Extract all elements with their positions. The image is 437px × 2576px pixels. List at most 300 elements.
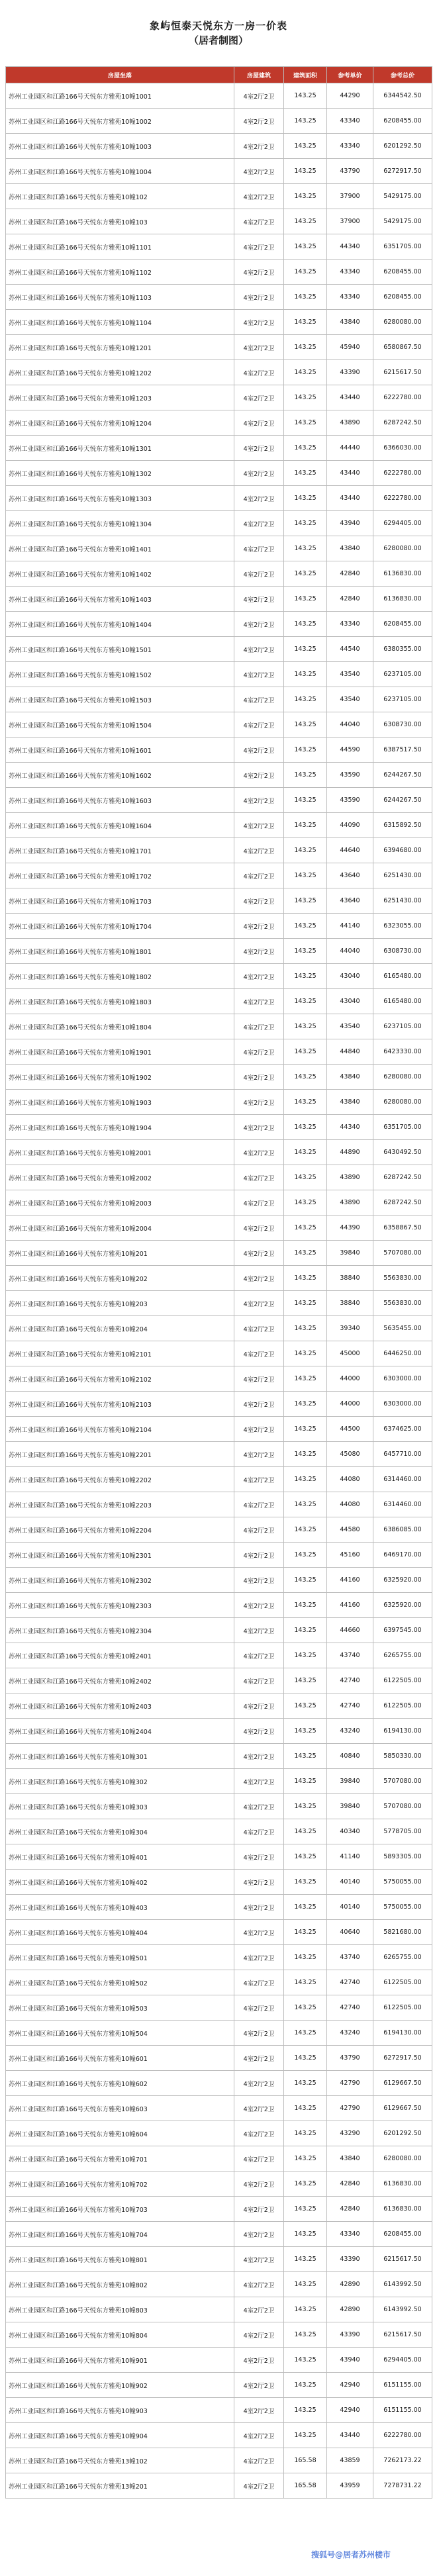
cell-area: 143.25 xyxy=(284,1643,327,1668)
table-row xyxy=(6,1517,432,1543)
cell-layout: 4室2厅2卫 xyxy=(234,1668,284,1693)
cell-layout: 4室2厅2卫 xyxy=(234,184,284,209)
cell-area: 143.25 xyxy=(284,1190,327,1216)
table-row xyxy=(6,1945,432,1970)
table-row xyxy=(6,285,432,310)
cell-unit-price: 43640 xyxy=(327,888,373,914)
cell-layout: 4室2厅2卫 xyxy=(234,1316,284,1341)
cell-total-price: 6325920.00 xyxy=(373,1568,432,1593)
cell-location: 苏州工业园区和江路166号天悦东方雅苑10幢2201 xyxy=(6,1442,234,1467)
cell-unit-price: 43340 xyxy=(327,285,373,310)
table-row xyxy=(6,1568,432,1593)
cell-layout: 4室2厅2卫 xyxy=(234,2297,284,2322)
cell-location: 苏州工业园区和江路166号天悦东方雅苑10幢2202 xyxy=(6,1467,234,1492)
cell-area: 143.25 xyxy=(284,637,327,662)
cell-location: 苏州工业园区和江路166号天悦东方雅苑10幢1802 xyxy=(6,964,234,989)
cell-total-price: 6208455.00 xyxy=(373,612,432,637)
cell-unit-price: 42890 xyxy=(327,2272,373,2297)
cell-location: 苏州工业园区和江路166号天悦东方雅苑10幢301 xyxy=(6,1744,234,1769)
cell-location: 苏州工业园区和江路166号天悦东方雅苑10幢1402 xyxy=(6,561,234,587)
cell-unit-price: 45080 xyxy=(327,1442,373,1467)
cell-area: 143.25 xyxy=(284,1693,327,1719)
cell-location: 苏州工业园区和江路166号天悦东方雅苑10幢703 xyxy=(6,2197,234,2222)
table-row xyxy=(6,738,432,763)
price-table xyxy=(5,66,432,2499)
cell-layout: 4室2厅2卫 xyxy=(234,612,284,637)
cell-unit-price: 39840 xyxy=(327,1769,373,1794)
cell-unit-price: 42740 xyxy=(327,1970,373,1995)
cell-layout: 4室2厅2卫 xyxy=(234,1467,284,1492)
cell-location: 苏州工业园区和江路166号天悦东方雅苑10幢1201 xyxy=(6,335,234,360)
cell-unit-price: 43790 xyxy=(327,2046,373,2071)
cell-unit-price: 42740 xyxy=(327,1693,373,1719)
cell-location: 苏州工业园区和江路166号天悦东方雅苑10幢202 xyxy=(6,1266,234,1291)
table-row xyxy=(6,687,432,712)
cell-area: 143.25 xyxy=(284,461,327,486)
table-row xyxy=(6,838,432,863)
cell-unit-price: 43840 xyxy=(327,310,373,335)
cell-area: 143.25 xyxy=(284,2247,327,2272)
cell-area: 143.25 xyxy=(284,83,327,109)
cell-total-price: 6136830.00 xyxy=(373,587,432,612)
cell-unit-price: 43440 xyxy=(327,486,373,511)
cell-area: 143.25 xyxy=(284,939,327,964)
cell-layout: 4室2厅2卫 xyxy=(234,1593,284,1618)
cell-area: 143.25 xyxy=(284,1744,327,1769)
cell-location: 苏州工业园区和江路166号天悦东方雅苑10幢1404 xyxy=(6,612,234,637)
cell-unit-price: 43390 xyxy=(327,2322,373,2348)
cell-layout: 4室2厅2卫 xyxy=(234,1995,284,2021)
cell-layout: 4室2厅2卫 xyxy=(234,2021,284,2046)
table-row xyxy=(6,637,432,662)
cell-location: 苏州工业园区和江路166号天悦东方雅苑10幢2304 xyxy=(6,1618,234,1643)
cell-unit-price: 42840 xyxy=(327,587,373,612)
cell-unit-price: 42840 xyxy=(327,2197,373,2222)
cell-total-price: 5707080.00 xyxy=(373,1241,432,1266)
cell-area: 143.25 xyxy=(284,1568,327,1593)
cell-layout: 4室2厅2卫 xyxy=(234,914,284,939)
cell-location: 苏州工业园区和江路166号天悦东方雅苑10幢901 xyxy=(6,2348,234,2373)
table-row xyxy=(6,1844,432,1870)
cell-layout: 4室2厅2卫 xyxy=(234,1568,284,1593)
cell-area: 143.25 xyxy=(284,738,327,763)
cell-total-price: 5707080.00 xyxy=(373,1794,432,1819)
cell-layout: 4室2厅2卫 xyxy=(234,2322,284,2348)
table-row xyxy=(6,1895,432,1920)
cell-unit-price: 44640 xyxy=(327,838,373,863)
cell-total-price: 6287242.50 xyxy=(373,1190,432,1216)
cell-unit-price: 43390 xyxy=(327,2247,373,2272)
cell-location: 苏州工业园区和江路166号天悦东方雅苑10幢1202 xyxy=(6,360,234,385)
cell-area: 143.25 xyxy=(284,310,327,335)
cell-layout: 4室2厅2卫 xyxy=(234,1417,284,1442)
cell-location: 苏州工业园区和江路166号天悦东方雅苑10幢304 xyxy=(6,1819,234,1844)
cell-unit-price: 40140 xyxy=(327,1895,373,1920)
cell-layout: 4室2厅2卫 xyxy=(234,83,284,109)
cell-total-price: 6380355.00 xyxy=(373,637,432,662)
cell-location: 苏州工业园区和江路166号天悦东方雅苑10幢203 xyxy=(6,1291,234,1316)
cell-total-price: 6165480.00 xyxy=(373,964,432,989)
cell-unit-price: 37900 xyxy=(327,209,373,234)
cell-location: 苏州工业园区和江路166号天悦东方雅苑10幢1401 xyxy=(6,536,234,561)
cell-total-price: 6397545.00 xyxy=(373,1618,432,1643)
cell-area: 143.25 xyxy=(284,838,327,863)
cell-area: 143.25 xyxy=(284,1970,327,1995)
cell-layout: 4室2厅2卫 xyxy=(234,1115,284,1140)
cell-total-price: 5821680.00 xyxy=(373,1920,432,1945)
cell-total-price: 5778705.00 xyxy=(373,1819,432,1844)
cell-total-price: 7262173.22 xyxy=(373,2448,432,2473)
table-row xyxy=(6,1165,432,1190)
cell-total-price: 6294405.00 xyxy=(373,2348,432,2373)
cell-layout: 4室2厅2卫 xyxy=(234,385,284,410)
table-row xyxy=(6,1216,432,1241)
cell-layout: 4室2厅2卫 xyxy=(234,2373,284,2398)
cell-total-price: 6136830.00 xyxy=(373,561,432,587)
cell-total-price: 6423330.00 xyxy=(373,1039,432,1065)
cell-total-price: 6303000.00 xyxy=(373,1366,432,1392)
cell-unit-price: 42740 xyxy=(327,1995,373,2021)
cell-layout: 4室2厅2卫 xyxy=(234,1945,284,1970)
cell-total-price: 6244267.50 xyxy=(373,788,432,813)
cell-layout: 4室2厅2卫 xyxy=(234,1291,284,1316)
cell-total-price: 6280080.00 xyxy=(373,2146,432,2171)
table-row xyxy=(6,2046,432,2071)
column-header-unit-price: 参考单价 xyxy=(327,67,373,83)
cell-layout: 4室2厅2卫 xyxy=(234,738,284,763)
cell-location: 苏州工业园区和江路166号天悦东方雅苑10幢1702 xyxy=(6,863,234,888)
cell-area: 143.25 xyxy=(284,1870,327,1895)
cell-location: 苏州工业园区和江路166号天悦东方雅苑10幢2204 xyxy=(6,1517,234,1543)
cell-layout: 4室2厅2卫 xyxy=(234,1492,284,1517)
cell-total-price: 6308730.00 xyxy=(373,712,432,738)
cell-layout: 4室2厅2卫 xyxy=(234,1769,284,1794)
cell-unit-price: 43240 xyxy=(327,1719,373,1744)
cell-unit-price: 42890 xyxy=(327,2297,373,2322)
table-row xyxy=(6,2322,432,2348)
cell-layout: 4室2厅2卫 xyxy=(234,1844,284,1870)
cell-area: 143.25 xyxy=(284,1618,327,1643)
table-row xyxy=(6,1090,432,1115)
cell-unit-price: 43740 xyxy=(327,1643,373,1668)
cell-unit-price: 44160 xyxy=(327,1568,373,1593)
cell-unit-price: 43340 xyxy=(327,2222,373,2247)
cell-layout: 4室2厅2卫 xyxy=(234,813,284,838)
table-row xyxy=(6,1769,432,1794)
cell-unit-price: 43240 xyxy=(327,2021,373,2046)
cell-layout: 4室2厅2卫 xyxy=(234,1392,284,1417)
table-row xyxy=(6,1668,432,1693)
cell-layout: 4室2厅2卫 xyxy=(234,2247,284,2272)
table-row xyxy=(6,1870,432,1895)
cell-location: 苏州工业园区和江路166号天悦东方雅苑10幢702 xyxy=(6,2171,234,2197)
cell-unit-price: 43440 xyxy=(327,385,373,410)
cell-area: 143.25 xyxy=(284,2222,327,2247)
cell-area: 143.25 xyxy=(284,1115,327,1140)
table-header xyxy=(6,67,432,83)
cell-total-price: 5750055.00 xyxy=(373,1895,432,1920)
cell-location: 苏州工业园区和江路166号天悦东方雅苑10幢1603 xyxy=(6,788,234,813)
cell-total-price: 6280080.00 xyxy=(373,1090,432,1115)
cell-total-price: 6294405.00 xyxy=(373,511,432,536)
table-row xyxy=(6,2222,432,2247)
cell-location: 苏州工业园区和江路166号天悦东方雅苑10幢2302 xyxy=(6,1568,234,1593)
cell-total-price: 6136830.00 xyxy=(373,2171,432,2197)
cell-unit-price: 43890 xyxy=(327,1165,373,1190)
cell-unit-price: 43890 xyxy=(327,410,373,436)
cell-total-price: 5893305.00 xyxy=(373,1844,432,1870)
cell-total-price: 6272917.50 xyxy=(373,159,432,184)
cell-layout: 4室2厅2卫 xyxy=(234,1819,284,1844)
table-row xyxy=(6,662,432,687)
cell-location: 苏州工业园区和江路166号天悦东方雅苑10幢401 xyxy=(6,1844,234,1870)
cell-area: 143.25 xyxy=(284,964,327,989)
table-row xyxy=(6,234,432,260)
cell-unit-price: 44590 xyxy=(327,738,373,763)
cell-area: 143.25 xyxy=(284,1819,327,1844)
cell-location: 苏州工业园区和江路166号天悦东方雅苑10幢2003 xyxy=(6,1190,234,1216)
cell-location: 苏州工业园区和江路166号天悦东方雅苑10幢1004 xyxy=(6,159,234,184)
cell-location: 苏州工业园区和江路166号天悦东方雅苑10幢1204 xyxy=(6,410,234,436)
table-row xyxy=(6,1341,432,1366)
cell-total-price: 6580867.50 xyxy=(373,335,432,360)
cell-layout: 4室2厅2卫 xyxy=(234,1895,284,1920)
cell-layout: 4室2厅2卫 xyxy=(234,863,284,888)
table-row xyxy=(6,184,432,209)
cell-area: 143.25 xyxy=(284,1492,327,1517)
table-row xyxy=(6,1618,432,1643)
cell-unit-price: 44080 xyxy=(327,1467,373,1492)
table-row xyxy=(6,385,432,410)
cell-total-price: 6208455.00 xyxy=(373,2222,432,2247)
cell-total-price: 6201292.50 xyxy=(373,134,432,159)
cell-location: 苏州工业园区和江路166号天悦东方雅苑10幢1003 xyxy=(6,134,234,159)
table-row xyxy=(6,310,432,335)
cell-location: 苏州工业园区和江路166号天悦东方雅苑10幢1901 xyxy=(6,1039,234,1065)
table-row xyxy=(6,1014,432,1039)
cell-total-price: 6122505.00 xyxy=(373,1668,432,1693)
cell-location: 苏州工业园区和江路166号天悦东方雅苑10幢504 xyxy=(6,2021,234,2046)
cell-total-price: 6237105.00 xyxy=(373,662,432,687)
cell-unit-price: 37900 xyxy=(327,184,373,209)
cell-unit-price: 42790 xyxy=(327,2096,373,2121)
cell-unit-price: 44290 xyxy=(327,83,373,109)
cell-area: 143.25 xyxy=(284,360,327,385)
cell-layout: 4室2厅2卫 xyxy=(234,964,284,989)
cell-unit-price: 44000 xyxy=(327,1366,373,1392)
cell-total-price: 6323055.00 xyxy=(373,914,432,939)
table-row xyxy=(6,1492,432,1517)
cell-total-price: 6386085.00 xyxy=(373,1517,432,1543)
cell-area: 143.25 xyxy=(284,2373,327,2398)
table-row xyxy=(6,2171,432,2197)
cell-location: 苏州工业园区和江路166号天悦东方雅苑10幢701 xyxy=(6,2146,234,2171)
cell-layout: 4室2厅2卫 xyxy=(234,1366,284,1392)
cell-layout: 4室2厅2卫 xyxy=(234,1794,284,1819)
cell-area: 143.25 xyxy=(284,1517,327,1543)
cell-layout: 4室2厅2卫 xyxy=(234,2222,284,2247)
cell-location: 苏州工业园区和江路166号天悦东方雅苑10幢1103 xyxy=(6,285,234,310)
cell-layout: 4室2厅2卫 xyxy=(234,2071,284,2096)
cell-location: 苏州工业园区和江路166号天悦东方雅苑10幢2401 xyxy=(6,1643,234,1668)
cell-area: 143.25 xyxy=(284,1065,327,1090)
cell-layout: 4室2厅2卫 xyxy=(234,536,284,561)
cell-layout: 4室2厅2卫 xyxy=(234,2348,284,2373)
table-row xyxy=(6,1744,432,1769)
cell-area: 143.25 xyxy=(284,888,327,914)
cell-unit-price: 43840 xyxy=(327,536,373,561)
cell-layout: 4室2厅2卫 xyxy=(234,763,284,788)
cell-area: 143.25 xyxy=(284,335,327,360)
cell-location: 苏州工业园区和江路166号天悦东方雅苑10幢1304 xyxy=(6,511,234,536)
table-row xyxy=(6,1266,432,1291)
cell-layout: 4室2厅2卫 xyxy=(234,561,284,587)
table-row xyxy=(6,436,432,461)
cell-total-price: 6208455.00 xyxy=(373,260,432,285)
document-header xyxy=(0,0,437,66)
cell-unit-price: 43340 xyxy=(327,134,373,159)
cell-layout: 4室2厅2卫 xyxy=(234,888,284,914)
cell-location: 苏州工业园区和江路166号天悦东方雅苑10幢1902 xyxy=(6,1065,234,1090)
cell-unit-price: 43390 xyxy=(327,360,373,385)
cell-layout: 4室2厅2卫 xyxy=(234,788,284,813)
cell-location: 苏州工业园区和江路166号天悦东方雅苑10幢2001 xyxy=(6,1140,234,1165)
cell-location: 苏州工业园区和江路166号天悦东方雅苑10幢1604 xyxy=(6,813,234,838)
cell-layout: 4室2厅2卫 xyxy=(234,1517,284,1543)
table-row xyxy=(6,1115,432,1140)
cell-unit-price: 43340 xyxy=(327,109,373,134)
table-row xyxy=(6,2348,432,2373)
cell-location: 苏州工业园区和江路166号天悦东方雅苑10幢503 xyxy=(6,1995,234,2021)
table-row xyxy=(6,461,432,486)
cell-layout: 4室2厅2卫 xyxy=(234,989,284,1014)
table-row xyxy=(6,612,432,637)
table-row xyxy=(6,813,432,838)
cell-layout: 4室2厅2卫 xyxy=(234,285,284,310)
table-row xyxy=(6,914,432,939)
cell-area: 143.25 xyxy=(284,1467,327,1492)
cell-unit-price: 45160 xyxy=(327,1543,373,1568)
table-row xyxy=(6,1970,432,1995)
cell-unit-price: 43790 xyxy=(327,159,373,184)
cell-location: 苏州工业园区和江路166号天悦东方雅苑10幢2101 xyxy=(6,1341,234,1366)
cell-layout: 4室2厅2卫 xyxy=(234,1618,284,1643)
cell-layout: 4室2厅2卫 xyxy=(234,1643,284,1668)
cell-area: 143.25 xyxy=(284,1140,327,1165)
table-row xyxy=(6,1417,432,1442)
cell-area: 143.25 xyxy=(284,863,327,888)
cell-total-price: 6151155.00 xyxy=(373,2398,432,2423)
cell-unit-price: 38840 xyxy=(327,1266,373,1291)
cell-total-price: 6129667.50 xyxy=(373,2071,432,2096)
table-row xyxy=(6,2373,432,2398)
cell-area: 143.25 xyxy=(284,1668,327,1693)
cell-total-price: 6351705.00 xyxy=(373,234,432,260)
cell-area: 143.25 xyxy=(284,1165,327,1190)
cell-area: 165.58 xyxy=(284,2473,327,2499)
cell-location: 苏州工业园区和江路166号天悦东方雅苑10幢103 xyxy=(6,209,234,234)
cell-location: 苏州工业园区和江路166号天悦东方雅苑10幢2303 xyxy=(6,1593,234,1618)
cell-total-price: 6265755.00 xyxy=(373,1945,432,1970)
table-header-row xyxy=(6,67,432,83)
cell-total-price: 6201292.50 xyxy=(373,2121,432,2146)
cell-total-price: 6143992.50 xyxy=(373,2272,432,2297)
cell-total-price: 6136830.00 xyxy=(373,2197,432,2222)
table-row xyxy=(6,2121,432,2146)
cell-area: 143.25 xyxy=(284,1769,327,1794)
cell-unit-price: 44080 xyxy=(327,1492,373,1517)
table-row xyxy=(6,1719,432,1744)
table-body xyxy=(6,83,432,2499)
cell-area: 143.25 xyxy=(284,662,327,687)
table-row xyxy=(6,561,432,587)
cell-layout: 4室2厅2卫 xyxy=(234,1241,284,1266)
cell-layout: 4室2厅2卫 xyxy=(234,2121,284,2146)
cell-layout: 4室2厅2卫 xyxy=(234,2398,284,2423)
cell-location: 苏州工业园区和江路166号天悦东方雅苑10幢1001 xyxy=(6,83,234,109)
cell-layout: 4室2厅2卫 xyxy=(234,109,284,134)
cell-unit-price: 43340 xyxy=(327,612,373,637)
table-row xyxy=(6,2473,432,2499)
cell-total-price: 6215617.50 xyxy=(373,360,432,385)
cell-total-price: 5635455.00 xyxy=(373,1316,432,1341)
table-row xyxy=(6,587,432,612)
cell-unit-price: 43590 xyxy=(327,763,373,788)
cell-unit-price: 43640 xyxy=(327,863,373,888)
cell-unit-price: 43440 xyxy=(327,461,373,486)
cell-location: 苏州工业园区和江路166号天悦东方雅苑13幢102 xyxy=(6,2448,234,2473)
cell-location: 苏州工业园区和江路166号天悦东方雅苑10幢1504 xyxy=(6,712,234,738)
cell-location: 苏州工业园区和江路166号天悦东方雅苑10幢1801 xyxy=(6,939,234,964)
table-row xyxy=(6,863,432,888)
cell-location: 苏州工业园区和江路166号天悦东方雅苑10幢1703 xyxy=(6,888,234,914)
cell-area: 143.25 xyxy=(284,285,327,310)
cell-location: 苏州工业园区和江路166号天悦东方雅苑10幢1501 xyxy=(6,637,234,662)
cell-total-price: 5563830.00 xyxy=(373,1266,432,1291)
cell-total-price: 6215617.50 xyxy=(373,2247,432,2272)
table-row xyxy=(6,712,432,738)
cell-area: 143.25 xyxy=(284,1417,327,1442)
table-row xyxy=(6,1190,432,1216)
cell-unit-price: 43859 xyxy=(327,2448,373,2473)
cell-total-price: 6394680.00 xyxy=(373,838,432,863)
table-row xyxy=(6,1065,432,1090)
cell-location: 苏州工业园区和江路166号天悦东方雅苑10幢201 xyxy=(6,1241,234,1266)
table-row xyxy=(6,260,432,285)
cell-location: 苏州工业园区和江路166号天悦东方雅苑10幢2203 xyxy=(6,1492,234,1517)
cell-unit-price: 39840 xyxy=(327,1794,373,1819)
cell-unit-price: 40840 xyxy=(327,1744,373,1769)
cell-layout: 4室2厅2卫 xyxy=(234,2197,284,2222)
cell-layout: 4室2厅2卫 xyxy=(234,1190,284,1216)
cell-unit-price: 44890 xyxy=(327,1140,373,1165)
cell-location: 苏州工业园区和江路166号天悦东方雅苑10幢1403 xyxy=(6,587,234,612)
cell-location: 苏州工业园区和江路166号天悦东方雅苑10幢1803 xyxy=(6,989,234,1014)
cell-area: 143.25 xyxy=(284,788,327,813)
cell-total-price: 5750055.00 xyxy=(373,1870,432,1895)
table-row xyxy=(6,1995,432,2021)
cell-location: 苏州工业园区和江路166号天悦东方雅苑10幢501 xyxy=(6,1945,234,1970)
cell-area: 143.25 xyxy=(284,2021,327,2046)
cell-total-price: 5707080.00 xyxy=(373,1769,432,1794)
cell-location: 苏州工业园区和江路166号天悦东方雅苑10幢1503 xyxy=(6,687,234,712)
cell-unit-price: 44340 xyxy=(327,1115,373,1140)
cell-unit-price: 43540 xyxy=(327,1014,373,1039)
cell-area: 143.25 xyxy=(284,1316,327,1341)
table-row xyxy=(6,989,432,1014)
column-header-area: 建筑面积 xyxy=(284,67,327,83)
table-row xyxy=(6,360,432,385)
